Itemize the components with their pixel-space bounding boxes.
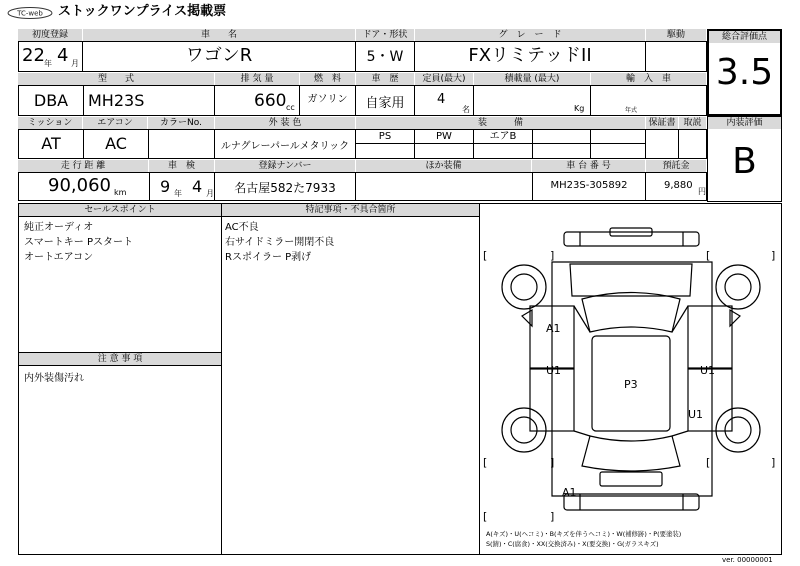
first-reg-year: 22 (22, 45, 45, 66)
history: 自家用 (365, 96, 405, 111)
interior-score: B (732, 141, 757, 182)
price: 9,880 (664, 180, 693, 191)
svg-text:]: ] (550, 456, 555, 469)
damage-mark-left-door: U1 (546, 364, 562, 377)
car-name: ワゴンR (185, 45, 253, 66)
sales-point-2: スマートキー Pスタート (24, 237, 134, 248)
sales-point-1: 純正オーディオ (24, 222, 94, 233)
label-car-name: 車 名 (83, 29, 355, 41)
label-drive: 駆動 (646, 29, 706, 41)
label-mission: ミッション (18, 117, 82, 129)
inspection-year: 9 (160, 177, 171, 196)
svg-text:]: ] (771, 249, 776, 262)
svg-text:[: [ (483, 456, 488, 469)
svg-text:[: [ (483, 249, 488, 262)
label-chassis-no: 車 台 番 号 (532, 160, 645, 172)
equip-3: エアB (489, 131, 517, 142)
label-load: 積載量 (最大) (474, 73, 590, 85)
first-reg-month-unit: 月 (71, 59, 79, 68)
svg-text:TC-web: TC-web (17, 9, 43, 18)
displacement: 660 (254, 91, 287, 111)
svg-text:[: [ (706, 456, 711, 469)
version-label: ver. 00000001 (722, 556, 773, 564)
label-model: 型 式 (18, 73, 214, 85)
cell-warranty (645, 129, 679, 159)
label-history: 車 歴 (356, 73, 414, 85)
damage-mark-roof: P3 (624, 378, 638, 391)
import-unit: 年式 (625, 107, 638, 114)
caution-1: 内外装傷汚れ (24, 373, 84, 384)
displacement-unit: cc (286, 103, 295, 112)
cell-equip-10 (590, 143, 646, 159)
logo (6, 5, 54, 19)
label-interior-score: 内装評価 (708, 117, 781, 129)
equip-2: PW (436, 131, 452, 142)
exterior-color: ルナグレーパールメタリック (220, 141, 350, 152)
label-price: 預託金 (646, 160, 706, 172)
label-warranty: 保証書 (646, 117, 678, 129)
model: MH23S (88, 91, 145, 110)
label-capacity: 定員(最大) (415, 73, 473, 85)
svg-text:]: ] (550, 249, 555, 262)
first-reg-year-unit: 年 (44, 59, 52, 68)
model-prefix: DBA (33, 91, 69, 110)
divider-5 (19, 365, 221, 366)
inspection-month-unit: 月 (206, 189, 214, 198)
label-reg-number: 登録ナンバー (215, 160, 355, 172)
inspection-month: 4 (192, 177, 203, 196)
label-caution: 注 意 事 項 (19, 353, 221, 365)
damage-mark-rear-bumper: A1 (562, 486, 577, 499)
svg-text:]: ] (771, 456, 776, 469)
label-equipment: 装 備 (356, 117, 645, 129)
label-inspection: 車 検 (149, 160, 214, 172)
label-sales-point: セールスポイント (19, 204, 221, 216)
mileage: 90,060 (48, 175, 111, 196)
load-unit: Kg (574, 104, 585, 113)
label-exterior-color: 外 装 色 (215, 117, 355, 129)
grade: FXリミテッドII (468, 45, 592, 66)
mileage-unit: km (114, 188, 127, 197)
divider-3 (19, 216, 479, 217)
cell-import (590, 85, 707, 116)
label-import: 輸 入 車 (591, 73, 706, 85)
sales-point-3: オートエアコン (24, 252, 94, 263)
label-notes-issues: 特記事項・不具合箇所 (222, 204, 479, 216)
page-title: ストックワンプライス掲載票 (58, 4, 227, 19)
overall-score: 3.5 (715, 52, 774, 93)
cell-equip-8 (473, 143, 533, 159)
label-displacement: 排 気 量 (215, 73, 299, 85)
chassis-no: MH23S-305892 (550, 180, 628, 191)
label-aircon: エアコン (83, 117, 147, 129)
price-unit: 円 (698, 187, 706, 196)
svg-text:]: ] (550, 510, 555, 523)
aircon: AC (105, 134, 127, 153)
cell-manual (678, 129, 707, 159)
label-overall-score: 総合評価点 (709, 31, 780, 43)
fuel: ガソリン (307, 94, 348, 105)
label-manual: 取説 (679, 117, 706, 129)
special-note-1: AC不良 (225, 222, 259, 233)
equip-1: PS (378, 131, 392, 142)
capacity-unit: 名 (462, 105, 470, 114)
label-grade: グ レ ー ド (415, 29, 645, 41)
mission: AT (41, 134, 61, 153)
capacity: 4 (437, 92, 446, 107)
damage-mark-hood: A1 (546, 322, 561, 335)
car-damage-diagram (480, 204, 781, 554)
inspection-year-unit: 年 (174, 189, 182, 198)
svg-text:[: [ (483, 510, 488, 523)
label-color-no: カラーNo. (148, 117, 214, 129)
cell-equip-5 (590, 129, 646, 144)
damage-mark-right-rear: U1 (688, 408, 704, 421)
divider-1 (221, 204, 222, 554)
damage-legend-line-2: S(錆)・C(腐食)・XX(交換済み)・X(要交換)・G(ガラスキズ) (486, 540, 659, 548)
damage-mark-right-door: U1 (700, 364, 716, 377)
cell-equip-7 (414, 143, 474, 159)
cell-equip-4 (532, 129, 591, 144)
cell-other-equipment (355, 172, 533, 201)
label-other-equipment: ほか装備 (356, 160, 531, 172)
label-doors-shape: ドア・形状 (356, 29, 414, 41)
special-note-3: Rスポイラー P剥げ (225, 252, 312, 263)
cell-equip-6 (355, 143, 415, 159)
label-fuel: 燃 料 (300, 73, 355, 85)
label-first-reg: 初度登録 (18, 29, 82, 41)
label-mileage: 走 行 距 離 (18, 160, 148, 172)
reg-number: 名古屋582た7933 (234, 181, 336, 195)
svg-text:[: [ (706, 249, 711, 262)
damage-legend-line-1: A(キズ)・U(ヘコミ)・B(キズを伴うヘコミ)・W(補修跡)・P(要塗装) (486, 530, 682, 538)
cell-equip-9 (532, 143, 591, 159)
special-note-2: 右サイドミラー開閉不良 (225, 237, 335, 248)
cell-drive (645, 41, 707, 72)
cell-color-no (148, 129, 215, 159)
doors-shape: 5・W (366, 49, 404, 65)
first-reg-month: 4 (57, 45, 69, 66)
logo-mark-icon (6, 6, 54, 20)
